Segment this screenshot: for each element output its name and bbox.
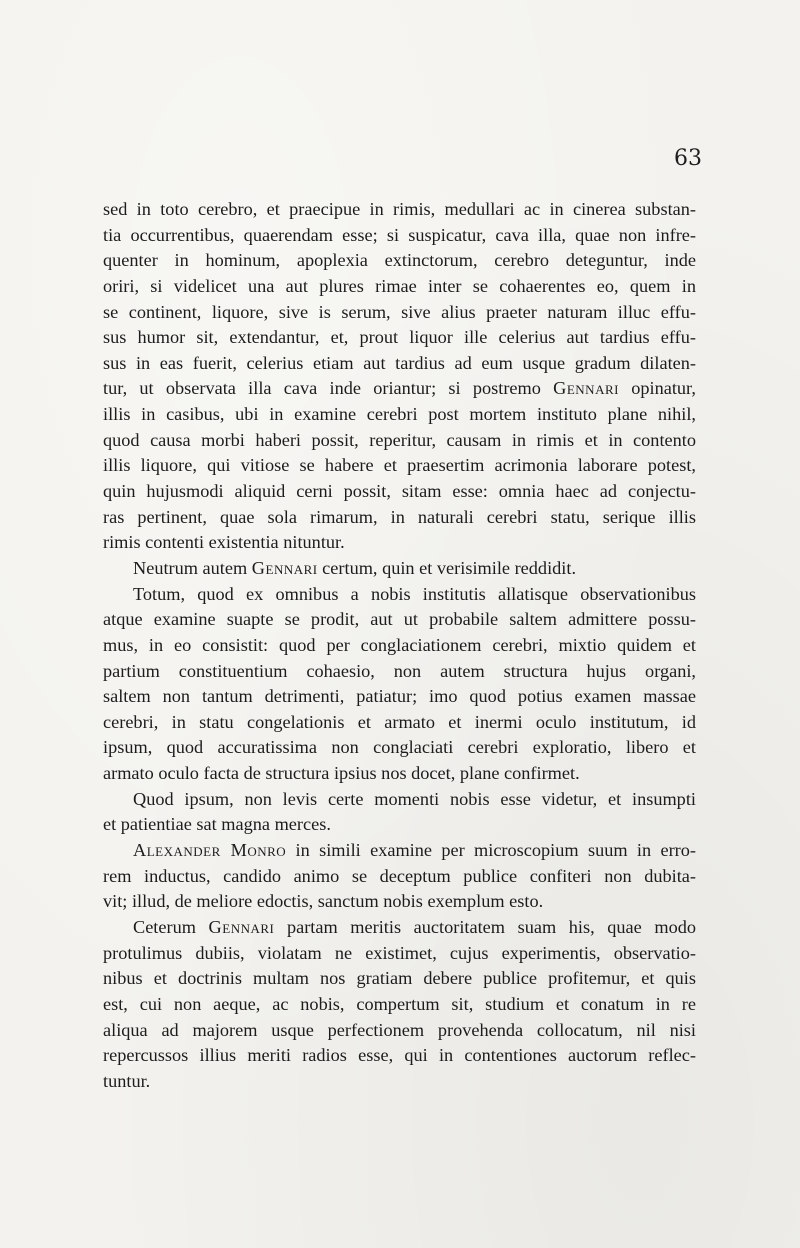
text-line — [103, 1018, 696, 1044]
text-segment: vit; illud, de meliore edoctis, sanctum nobis exemplum esto. — [103, 891, 544, 912]
text-segment: rem inductus, candido animo se deceptum publice confiteri non dubita- — [103, 865, 696, 886]
author-name: Alexander Monro — [133, 840, 287, 861]
text-line — [103, 274, 696, 300]
text-line — [103, 607, 696, 633]
text-line — [103, 992, 696, 1018]
text-line — [103, 530, 696, 556]
text-line — [103, 505, 696, 531]
text-segment: in simili examine per microscopium suum in erro- — [286, 840, 696, 861]
text-line — [103, 300, 696, 326]
author-name: Gennari — [251, 557, 318, 578]
text-segment: se continent, liquore, sive is serum, sive alius praeter naturam illuc effu- — [103, 301, 696, 322]
text-line — [103, 761, 696, 787]
text-segment: opinatur, — [618, 378, 696, 399]
text-line — [103, 787, 696, 813]
text-line — [103, 838, 696, 864]
text-segment: Ceterum — [133, 916, 209, 937]
text-line — [103, 223, 696, 249]
text-segment: partium constituentium cohaesio, non autem structura hujus organi, — [103, 660, 696, 681]
text-segment: mus, in eo consistit: quod per conglaciationem cerebri, mixtio quidem et — [103, 634, 696, 655]
text-segment: saltem non tantum detrimenti, patiatur; imo quod potius examen massae — [103, 686, 696, 707]
body-text — [103, 197, 696, 1094]
text-line — [103, 556, 696, 582]
text-line — [103, 915, 696, 941]
text-segment: certum, quin et verisimile reddidit. — [317, 557, 577, 578]
text-line — [103, 376, 696, 402]
text-line — [103, 1069, 696, 1095]
text-line — [103, 248, 696, 274]
text-segment: repercussos illius meriti radios esse, qui in contentiones auctorum reflec- — [103, 1045, 696, 1066]
text-line — [103, 633, 696, 659]
text-segment: nibus et doctrinis multam nos gratiam debere publice profitemur, et quis — [103, 968, 696, 989]
text-segment: partam meritis auctoritatem suam his, quae modo — [274, 916, 696, 937]
text-segment: quenter in hominum, apoplexia extinctorum, cerebro deteguntur, inde — [103, 250, 696, 271]
text-segment: ipsum, quod accuratissima non conglaciati cerebri exploratio, libero et — [103, 737, 696, 758]
text-line — [103, 453, 696, 479]
paragraph — [103, 197, 696, 556]
text-line — [103, 684, 696, 710]
text-line — [103, 659, 696, 685]
text-line — [103, 325, 696, 351]
text-segment: tia occurrentibus, quaerendam esse; si suspicatur, cava illa, quae non infre- — [103, 224, 696, 245]
text-line — [103, 351, 696, 377]
text-segment: Quod ipsum, non levis certe momenti nobis esse videtur, et insumpti — [133, 788, 696, 809]
text-line — [103, 582, 696, 608]
paragraph — [103, 787, 696, 838]
text-segment: sus humor sit, extendantur, et, prout liquor ille celerius aut tardius effu- — [103, 327, 696, 348]
page-number: 63 — [674, 146, 702, 171]
text-segment: Totum, quod ex omnibus a nobis institutis allatisque observationibus — [133, 583, 696, 604]
text-line — [103, 710, 696, 736]
text-segment: illis liquore, qui vitiose se habere et praesertim acrimonia laborare potest, — [103, 455, 696, 476]
text-line — [103, 812, 696, 838]
text-segment: atque examine suapte se prodit, aut ut probabile saltem admittere possu- — [103, 609, 696, 630]
text-segment: protulimus dubiis, violatam ne existimet, cujus experimentis, observatio- — [103, 942, 696, 963]
text-segment: tuntur. — [103, 1070, 151, 1091]
text-segment: quin hujusmodi aliquid cerni possit, sitam esse: omnia haec ad conjectu- — [103, 481, 696, 502]
text-line — [103, 428, 696, 454]
text-segment: oriri, si videlicet una aut plures rimae inter se cohaerentes eo, quem in — [103, 275, 696, 296]
text-segment: illis in casibus, ubi in examine cerebri post mortem instituto plane nihil, — [103, 404, 696, 425]
text-segment: est, cui non aeque, ac nobis, compertum sit, studium et conatum in re — [103, 993, 696, 1014]
text-line — [103, 197, 696, 223]
text-segment: rimis contenti existentia nituntur. — [103, 532, 345, 553]
text-segment: cerebri, in statu congelationis et armato et inermi oculo institutum, id — [103, 711, 696, 732]
text-line — [103, 889, 696, 915]
text-line — [103, 966, 696, 992]
paragraph — [103, 556, 696, 582]
text-segment: Neutrum autem — [133, 557, 252, 578]
author-name: Gennari — [208, 916, 275, 937]
text-segment: sed in toto cerebro, et praecipue in rimis, medullari ac in cinerea substan- — [103, 199, 696, 219]
text-segment: aliqua ad majorem usque perfectionem provehenda collocatum, nil nisi — [103, 1019, 696, 1040]
text-line — [103, 941, 696, 967]
text-line — [103, 735, 696, 761]
text-segment: tur, ut observata illa cava inde oriantur; si postremo — [103, 378, 554, 399]
author-name: Gennari — [553, 378, 619, 399]
text-segment: quod causa morbi haberi possit, reperitur, causam in rimis et in contento — [103, 429, 696, 450]
text-line — [103, 1043, 696, 1069]
text-line — [103, 402, 696, 428]
text-segment: armato oculo facta de structura ipsius nos docet, plane confirmet. — [103, 763, 580, 784]
text-line — [103, 864, 696, 890]
text-segment: et patientiae sat magna merces. — [103, 814, 331, 835]
text-segment: ras pertinent, quae sola rimarum, in naturali cerebri statu, serique illis — [103, 506, 696, 527]
paragraph — [103, 838, 696, 915]
paragraph — [103, 915, 696, 1094]
text-line — [103, 479, 696, 505]
paragraph — [103, 582, 696, 787]
text-segment: sus in eas fuerit, celerius etiam aut tardius ad eum usque gradum dilaten- — [103, 352, 696, 373]
